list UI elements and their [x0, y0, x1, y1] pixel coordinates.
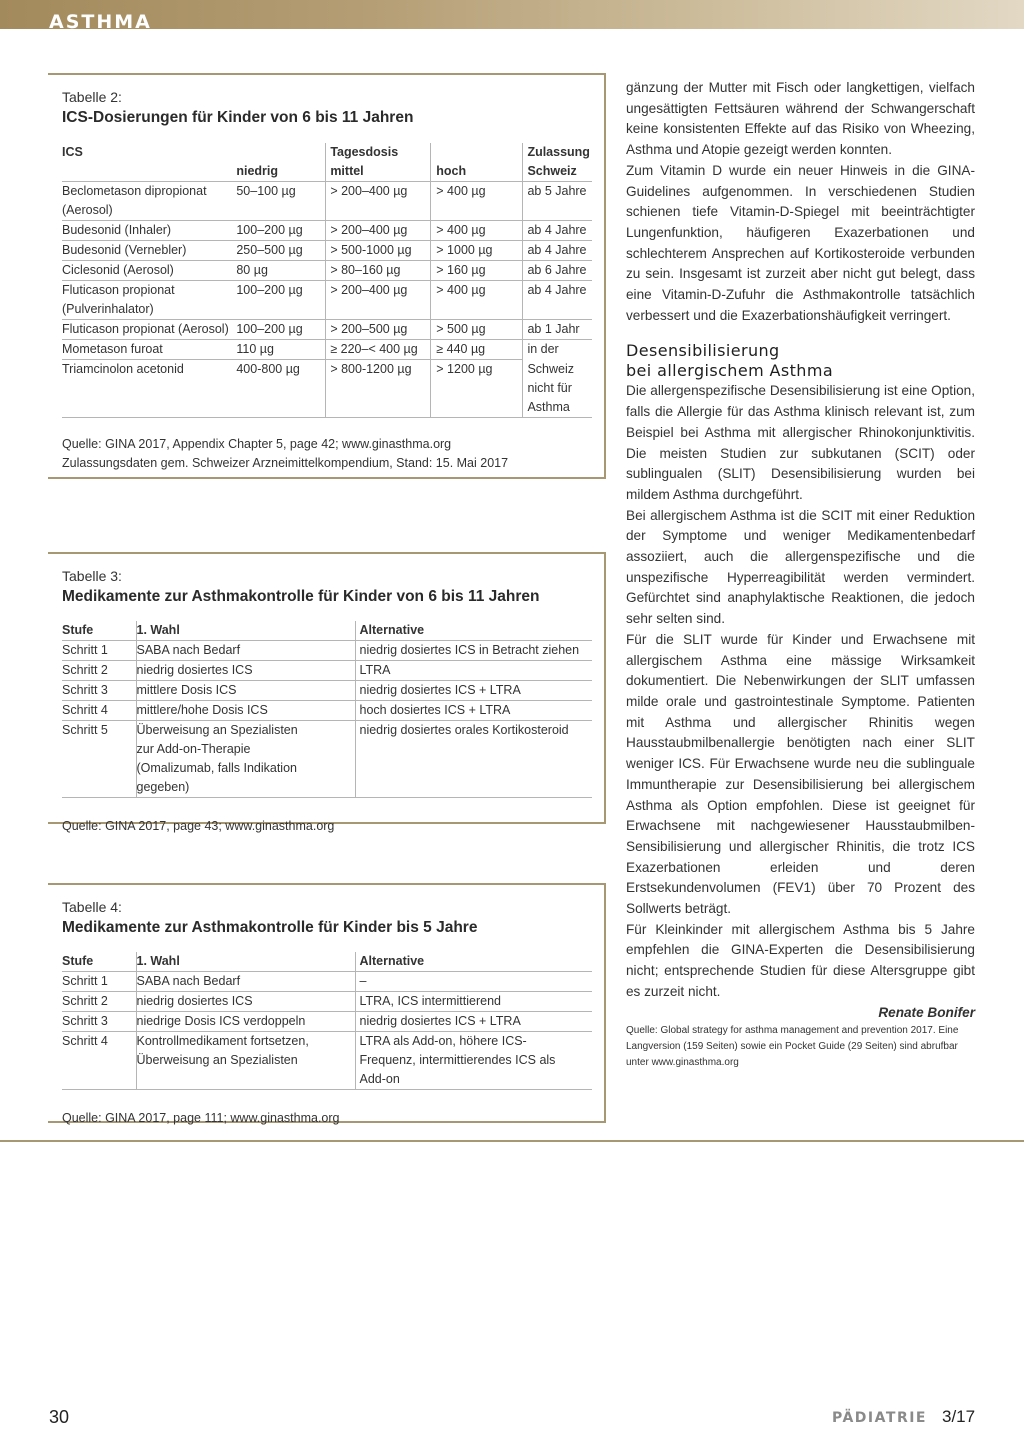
col-alternative: Alternative [355, 952, 592, 972]
table-row: Beclometason dipropionat (Aerosol) 50–100 µg > 200–400 µg > 400 µg ab 5 Jahre [62, 182, 592, 221]
table-row: Fluticason propionat (Aerosol) 100–200 µg > 200–500 µg > 500 µg ab 1 Jahr [62, 320, 592, 340]
table-row: Mometason furoat 110 µg ≥ 220–< 400 µg ≥ 440 µg in der [62, 340, 592, 360]
table2-source-approval: Zulassungsdaten gem. Schweizer Arzneimittelkompendium, Stand: 15. Mai 2017 [62, 455, 509, 470]
table2-source: Quelle: GINA 2017, Appendix Chapter 5, page 42; www.ginasthma.org [62, 436, 452, 451]
table3-title: Medikamente zur Asthmakontrolle für Kinder von 6 bis 11 Jahren [62, 588, 540, 605]
table-row: Schritt 3 niedrige Dosis ICS verdoppeln niedrig dosiertes ICS + LTRA [62, 1012, 592, 1032]
journal-logo: PÄDIATRIE [832, 1410, 927, 1426]
issue-number: 3/17 [942, 1407, 976, 1426]
col-schweiz: Schweiz [523, 162, 592, 182]
table3-source: Quelle: GINA 2017, page 43; www.ginasthma.org [62, 819, 335, 833]
col-ics: ICS [62, 145, 83, 159]
article-column [626, 78, 975, 1071]
table4-box [48, 883, 606, 1123]
col-wahl: 1. Wahl [136, 952, 355, 972]
table-row: Ciclesonid (Aerosol) 80 µg > 80–160 µg > 160 µg ab 6 Jahre [62, 261, 592, 281]
table-row: Schritt 3 mittlere Dosis ICS niedrig dosiertes ICS + LTRA [62, 681, 592, 701]
table-row: Fluticason propionat (Pulverinhalator) 100–200 µg > 200–400 µg > 400 µg ab 4 Jahre [62, 281, 592, 320]
col-niedrig: niedrig [233, 162, 325, 182]
table2-box [48, 73, 606, 479]
table3-box [48, 552, 606, 833]
table2-title: ICS-Dosierungen für Kinder von 6 bis 11 Jahren [62, 109, 414, 126]
table-row: Schritt 1 SABA nach Bedarf niedrig dosiertes ICS in Betracht ziehen [62, 641, 592, 661]
table3-label: Tabelle 3: [62, 568, 122, 584]
col-stufe: Stufe [62, 621, 136, 641]
table-row: Schritt 2 niedrig dosiertes ICS LTRA [62, 661, 592, 681]
article-paragraph: gänzung der Mutter mit Fisch oder langkettigen, vielfach ungesättigten Fettsäuren während der Schwangerschaft keine konsistenten Effekte auf das Risiko von Wheezing, Asthma und Atopie gezeigt werden konnten. [626, 80, 975, 158]
table-row: Schritt 4 Kontrollmedikament fortsetzen, Überweisung an Spezialisten LTRA als Add-on, höhere ICS-Frequenz, intermittierendes ICS als Add-on [62, 1032, 592, 1090]
table-row: Budesonid (Vernebler) 250–500 µg > 500-1000 µg > 1000 µg ab 4 Jahre [62, 241, 592, 261]
page-number: 30 [49, 1407, 70, 1427]
col-stufe: Stufe [62, 952, 136, 972]
table-row: Schritt 1 SABA nach Bedarf – [62, 972, 592, 992]
article-author: Renate Bonifer [878, 1004, 975, 1020]
table2-label: Tabelle 2: [62, 89, 122, 105]
article-subheading: Desensibilisierung bei allergischem Asthma [626, 341, 834, 381]
table-row: Budesonid (Inhaler) 100–200 µg > 200–400 µg > 400 µg ab 4 Jahre [62, 221, 592, 241]
table-row: Schritt 2 niedrig dosiertes ICS LTRA, ICS intermittierend [62, 992, 592, 1012]
article-paragraph: Die allergenspezifische Desensibilisierung ist eine Option, falls die Allergie für das Asthma klinisch relevant ist, zum Beispiel bei Asthma mit allergischer Rhinokonjunktivitis. Die meisten Studien zur subkutanen (SCIT) oder sublingualen (SLIT) Desensibilisierung wurden bei mildem Asthma durchgeführt. [626, 383, 975, 502]
article-source: Quelle: Global strategy for asthma management and prevention 2017. Eine Langversion (159 Seiten) sowie ein Pocket Guide (29 Seiten) sind abrufbar unter www.ginasthma.org [626, 1025, 959, 1069]
col-hoch: hoch [431, 162, 523, 182]
table-row: Schritt 4 mittlere/hohe Dosis ICS hoch dosiertes ICS + LTRA [62, 701, 592, 721]
col-wahl: 1. Wahl [136, 621, 355, 641]
col-alternative: Alternative [355, 621, 592, 641]
table4 [62, 952, 592, 1090]
table4-title: Medikamente zur Asthmakontrolle für Kinder bis 5 Jahre [62, 919, 478, 936]
col-zulassung: Zulassung [527, 145, 590, 159]
footer-divider [0, 1140, 1024, 1142]
table-row: Schritt 5 Überweisung an Spezialisten zur Add-on-Therapie (Omalizumab, falls Indikation gegeben) niedrig dosiertes orales Kortikosteroid [62, 721, 592, 798]
table4-label: Tabelle 4: [62, 899, 122, 915]
article-paragraph: Zum Vitamin D wurde ein neuer Hinweis in die GINA-Guidelines aufgenommen. In verschiedenen Studien schienen tiefe Vitamin-D-Spiegel mit beeinträchtigter Lungenfunktion, häufigeren Exazerbationen und schlechterem Ansprechen auf Kortikosteroide verbunden zu sein. Insgesamt ist zurzeit aber nicht gut belegt, dass eine Vitamin-D-Zufuhr die Asthmakontrolle tatsächlich verbessert und die Exazerbationshäufigkeit verringert. [626, 162, 975, 323]
article-paragraph: Für die SLIT wurde für Kinder und Erwachsene mit allergischem Asthma eine mässige Wirksamkeit dokumentiert. Die Nebenwirkungen der SLIT umfassen milde orale und gastrointestinale Symptome. Patienten mit Asthma und allergischer Rhinitis wegen Hausstaubmilbenallergie benötigten nach einer SLIT weniger ICS. Für Erwachsene wurde neu die sublinguale Immuntherapie zur Desensibilisierung bei allergischem Asthma als Option empfohlen. Diese ist geeignet für Erwachsene mit nachgewiesener Hausstaubmilben-Sensibilisierung und allergischer Rhinitis, die trotz ICS Exazerbationen erleiden und deren Erstsekundenvolumen (FEV1) über 70 Prozent des Sollwerts beträgt. [626, 631, 975, 917]
section-header-bar [0, 0, 1024, 33]
table4-source: Quelle: GINA 2017, page 111; www.ginasthma.org [62, 1111, 340, 1125]
article-paragraph: Bei allergischem Asthma ist die SCIT mit einer Reduktion der Symptome und weniger Medikamentenbedarf assoziiert, auch die allergenspezifische und die unspezifische Hyperreagibilität werden vermindert. Gefürchtet sind anaphylaktische Reaktionen, die jedoch sehr selten sind. [626, 507, 975, 627]
table2 [62, 143, 592, 418]
table3 [62, 621, 592, 798]
section-title: ASTHMA [49, 11, 152, 33]
col-tagesdosis: Tagesdosis [326, 143, 431, 162]
table-row: Triamcinolon acetonid 400-800 µg > 800-1200 µg > 1200 µg Schweiz nicht für Asthma [62, 360, 592, 418]
col-mittel: mittel [326, 162, 431, 182]
article-paragraph: Für Kleinkinder mit allergischem Asthma bis 5 Jahre empfehlen die GINA-Experten die Desensibilisierung nicht; entsprechende Studien für diese Altersgruppe gibt es zurzeit nicht. [626, 921, 975, 999]
